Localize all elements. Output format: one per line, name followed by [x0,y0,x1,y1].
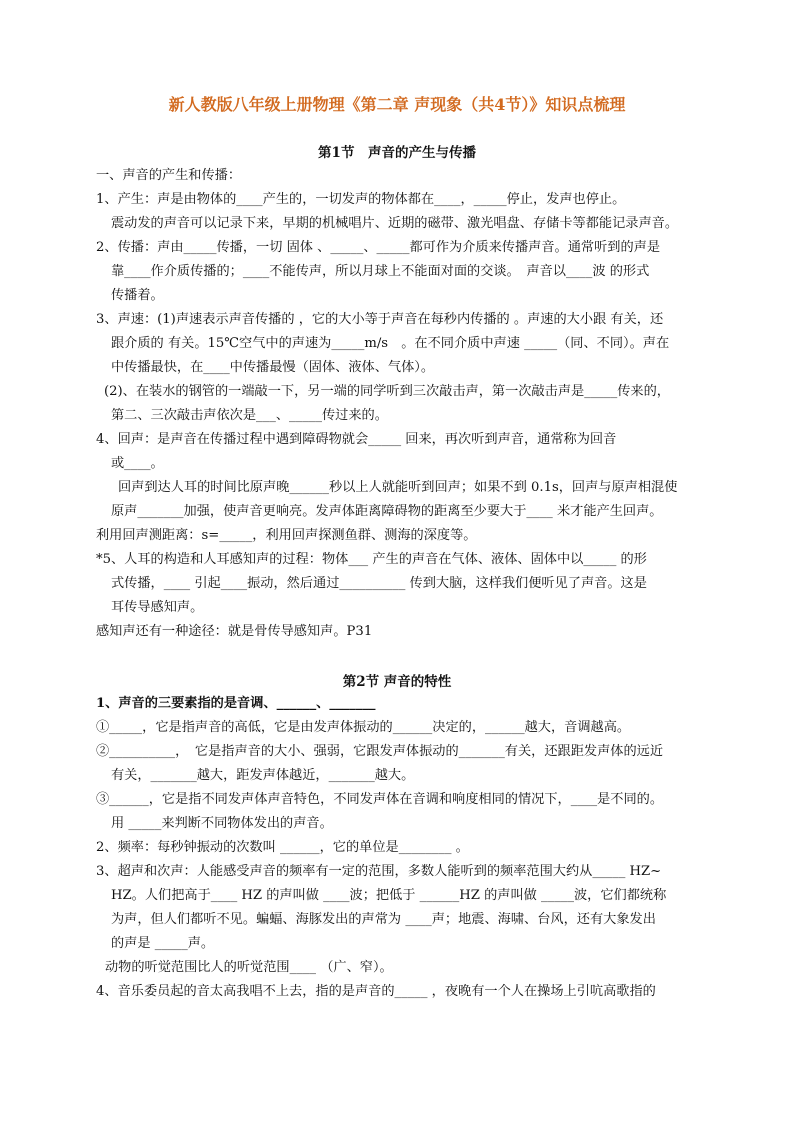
text-line: 第二、三次敲击声依次是___、_____传过来的。 [111,408,388,423]
text-line: 2、传播：声由_____传播，一切 固体 、_____、_____都可作为介质来传播声音。通常听到的声是 [96,240,661,255]
text-line: (2)、在装水的钢管的一端敲一下，另一端的同学听到三次敲击声，第一次敲击声是_____传来的， [104,384,670,399]
text-line: 原声_______加强，使声音更响亮。发声体距离障碍物的距离至少要大于____ 米才能产生回声。 [111,504,663,519]
text-line: 1、产生：声是由物体的____产生的，一切发声的物体都在____，_____停止，发声也停止。 [96,192,626,207]
text-line: ①_____，它是指声音的高低，它是由发声体振动的______决定的，______越大，音调越高。 [96,720,631,735]
text-line: 中传播最快，在____中传播最慢（固体、液体、气体）。 [111,360,435,375]
text-line: 的声是 _____声。 [111,936,215,951]
section-1-heading: 第1节 声音的产生与传播 [318,145,476,161]
text-line: 式传播，____ 引起____振动，然后通过__________ 传到大脑，这样我们便听见了声音。这是 [111,576,647,591]
text-line: 感知声还有一种途径：就是骨传导感知声。P31 [96,624,373,639]
text-line: *5、人耳的构造和人耳感知声的过程：物体___ 产生的声音在气体、液体、固体中以_____ 的形 [96,552,647,567]
text-line: 2、频率：每秒钟振动的次数叫 ______，它的单位是________ 。 [96,840,469,855]
text-line: 动物的听觉范围比人的听觉范围____ （广、窄）。 [105,960,393,975]
text-line: HZ。人们把高于____ HZ 的声叫做 ____波；把低于 ______HZ 的声叫做 _____波，它们都统称 [111,888,667,903]
text-line: ③______，它是指不同发声体声音特色，不同发声体在音调和响度相同的情况下，____是不同的。 [96,792,664,807]
text-line: 传播着。 [111,288,164,303]
text-line: 3、超声和次声：人能感受声音的频率有一定的范围，多数人能听到的频率范围大约从_____ HZ~ [96,864,662,879]
text-line: 3、声速：(1)声速表示声音传播的 ，它的大小等于声音在每秒内传播的 。声速的大小跟 有关，还 [96,312,664,327]
text-line: 1、声音的三要素指的是音调、______、_______ [96,696,376,711]
text-line: ②__________， 它是指声音的大小、强弱，它跟发声体振动的_______有关，还跟距发声体的远近 [96,744,664,759]
text-line: 跟介质的 有关。15℃空气中的声速为_____m/s 。在不同介质中声速 _____（同、不同）。声在 [111,336,670,351]
text-line: 一、声音的产生和传播： [96,168,242,183]
text-line: 利用回声测距离：s=_____，利用回声探测鱼群、测海的深度等。 [96,528,477,543]
text-line: 4、回声：是声音在传播过程中遇到障碍物就会_____ 回来，再次听到声音，通常称为回音 [96,432,617,447]
text-line: 靠____作介质传播的；____不能传声，所以月球上不能面对面的交谈。 声音以____波 的形式 [111,264,650,279]
text-line: 回声到达人耳的时间比原声晚______秒以上人就能听到回声；如果不到 0.1s，回声与原声相混使 [118,480,678,495]
text-line: 震动发的声音可以记录下来，早期的机械唱片、近期的磁带、激光唱盘、存储卡等都能记录声音。 [111,216,679,231]
section-2-heading: 第2节 声音的特性 [342,674,452,690]
text-line: 4、音乐委员起的音太高我唱不上去，指的是声音的_____ ，夜晚有一个人在操场上引吭高歌指的 [96,984,656,999]
text-line: 为声，但人们都听不见。蝙蝠、海豚发出的声常为 ____声；地震、海啸、台风，还有大象发出 [111,912,656,927]
document-title: 新人教版八年级上册物理《第二章 声现象（共4节）》知识点梳理 [168,95,626,114]
text-line: 或____。 [111,456,164,471]
text-line: 有关，_______越大，距发声体越近，_______越大。 [111,768,415,783]
text-line: 用 _____来判断不同物体发出的声音。 [111,816,333,831]
text-line: 耳传导感知声。 [111,600,204,615]
